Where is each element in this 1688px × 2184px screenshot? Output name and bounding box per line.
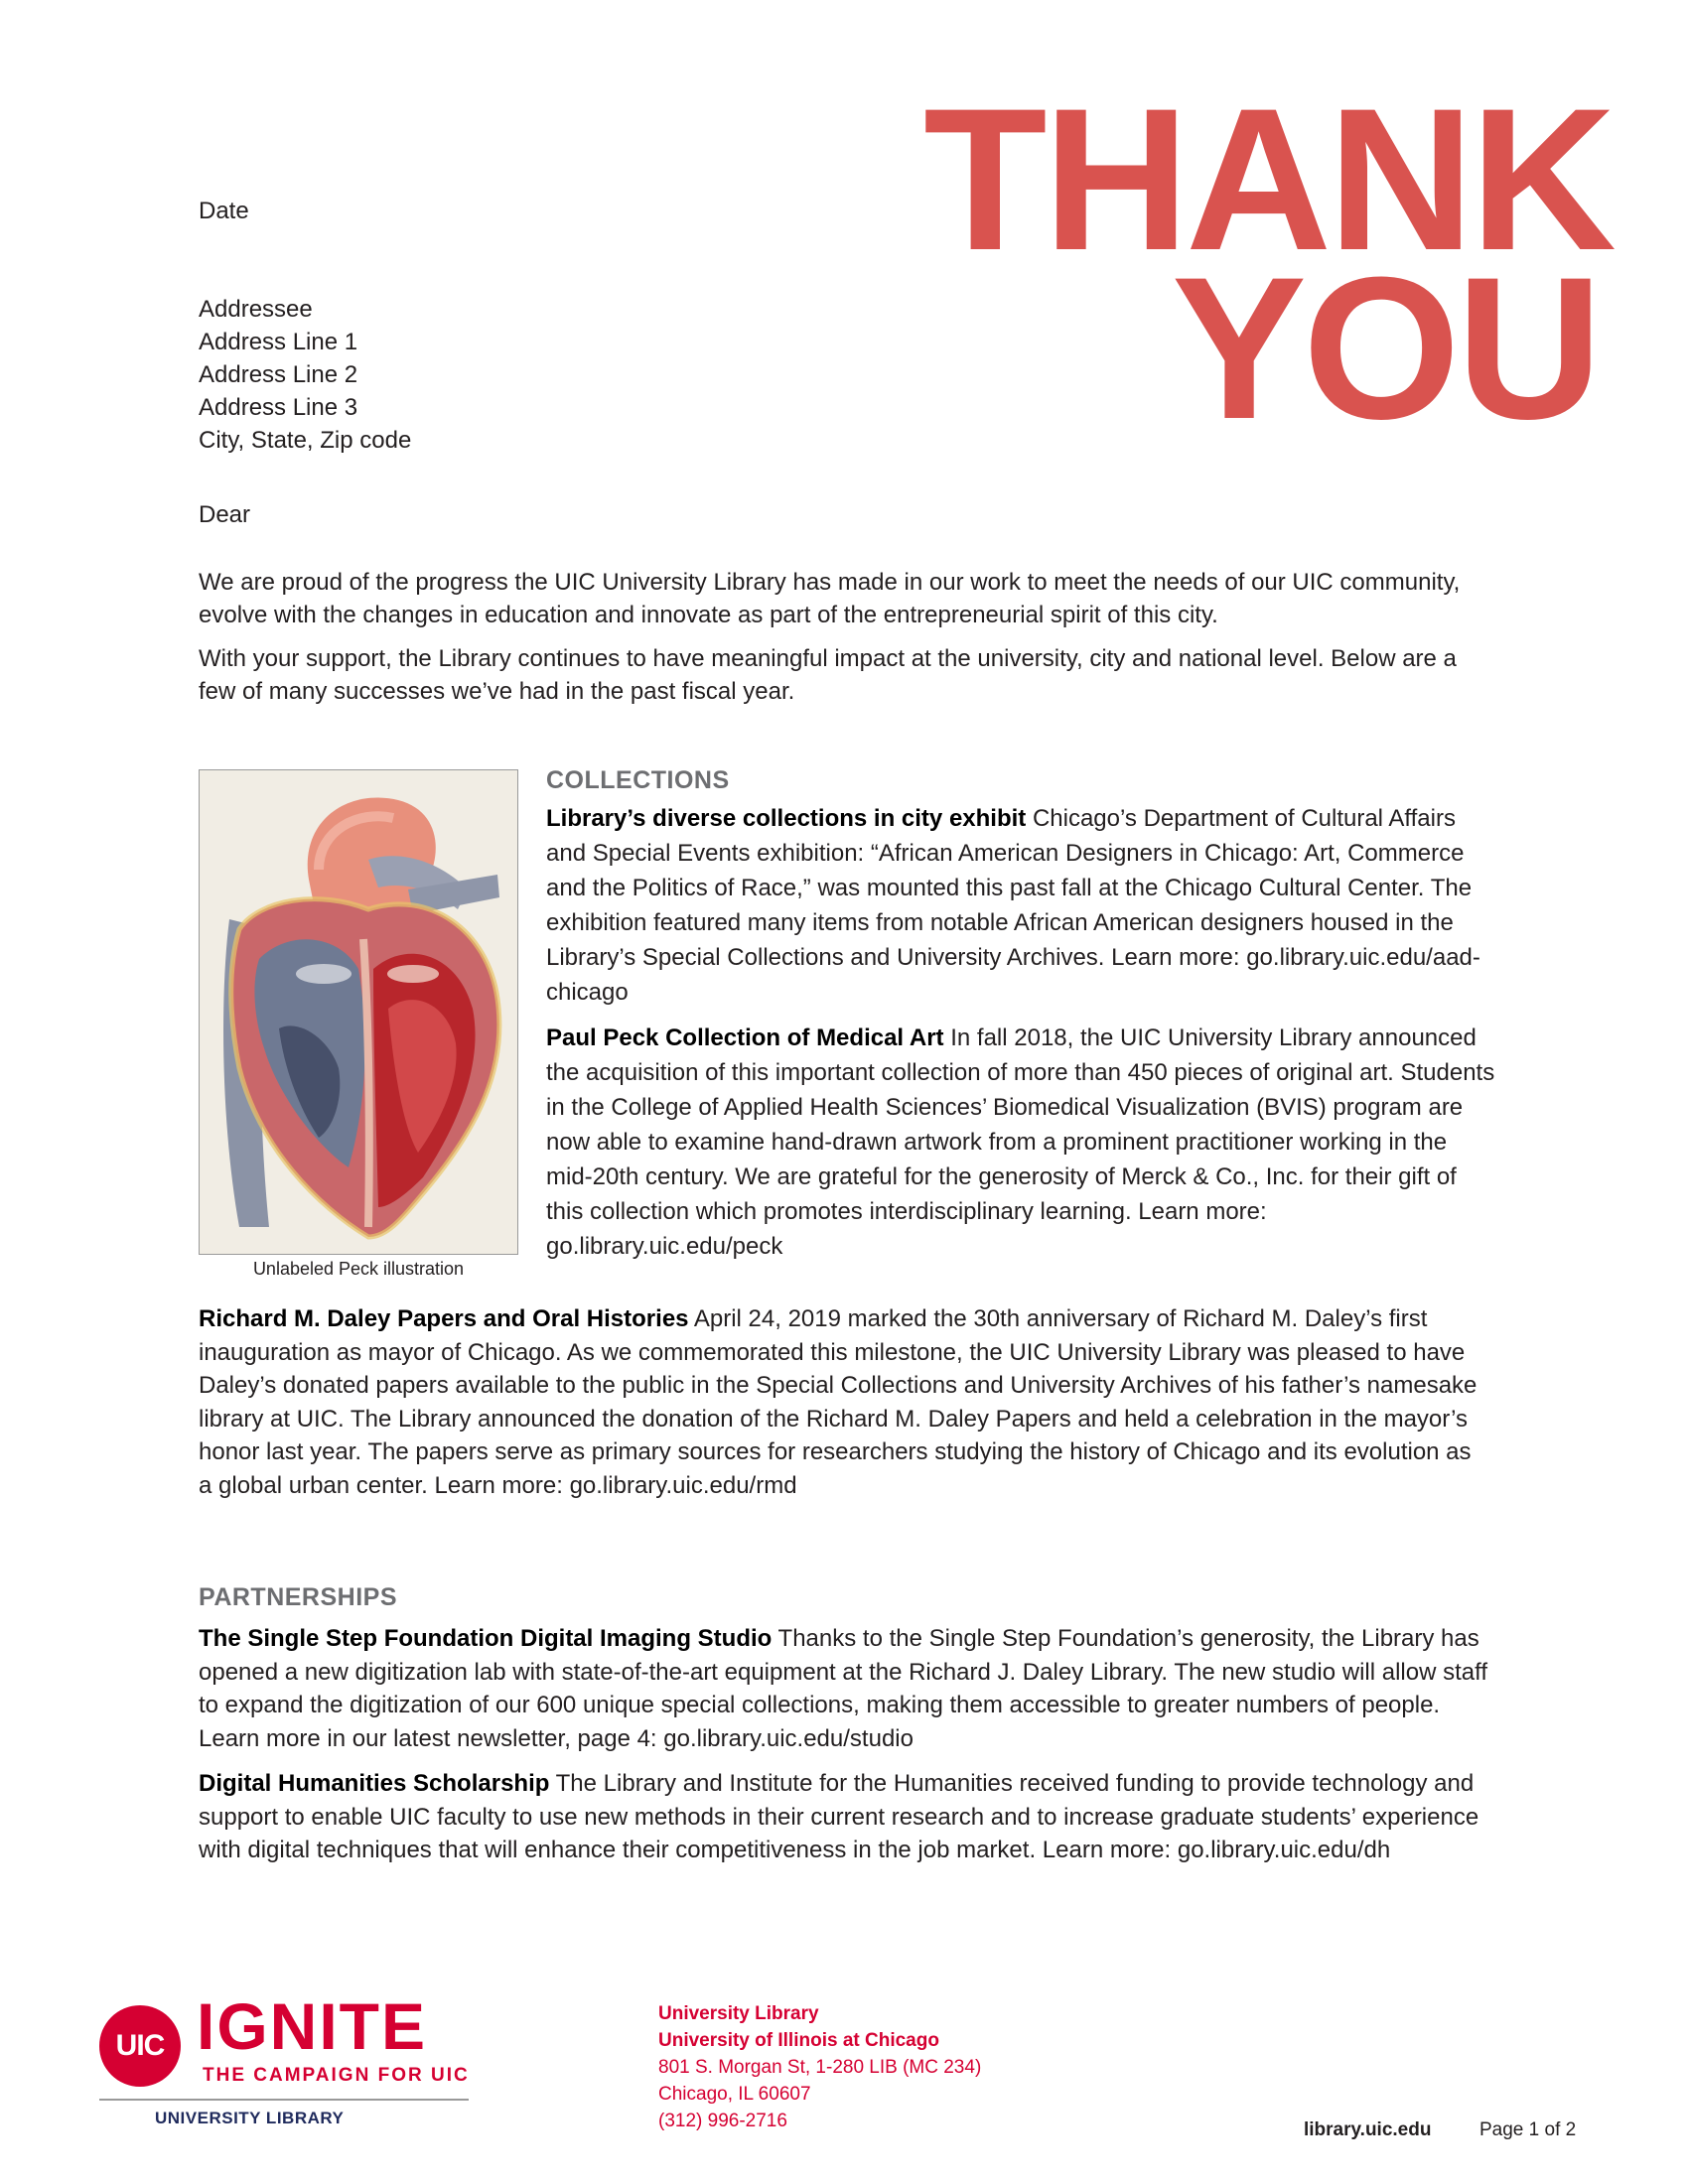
uic-circle-logo: UIC [99,2005,181,2087]
thank-word: THANK [923,67,1613,293]
item-body: April 24, 2019 marked the 30th anniversary of Richard M. Daley’s first inauguration as mayor of Chicago. As we commemorated this milestone, the UIC University Library was pleased to have Daley’s donated papers available to the public in the Special Collections and University Archives of his father’s namesake library at UIC. The Library announced the donation of the Richard M. Daley Papers and held a celebration in the mayor’s honor last year. The papers serve as primary sources for researchers studying the history of Chicago and its evolution as a global urban center. Learn more: go.library.uic.edu/rmd [199,1305,1477,1499]
collection-item [546,1021,1499,1264]
intro-paragraph: We are proud of the progress the UIC University Library has made in our work to meet the needs of our UIC community, evolve with the changes in education and innovate as part of the entrepreneurial spirit of this city. [199,569,1461,628]
section-heading: PARTNERSHIPS [199,1583,398,1611]
org-line: University Library [658,2003,819,2024]
ignite-logo [99,1989,470,2127]
item-title: Richard M. Daley Papers and Oral Histories [199,1305,689,1332]
image-caption: Unlabeled Peck illustration [252,1259,465,1279]
salutation: Dear [199,501,251,528]
item-body: In fall 2018, the UIC University Library announced the acquisition of this important collection of more than 450 pieces of original art. Students in the College of Applied Health Sciences’ Biomedical Visualization (BVIS) program are now able to examine hand-drawn artwork from a prominent practitioner working in the mid-20th century. We are grateful for the generosity of Merck & Co., Inc. for their gift of this collection which promotes interdisciplinary learning. Learn more: go.library.uic.edu/peck [546,1024,1495,1260]
partnerships-section [199,1583,1489,1879]
heart-image [200,770,517,1254]
collection-item [199,1302,1489,1502]
item-title: The Single Step Foundation Digital Imaging Studio [199,1625,773,1652]
unit-label: UNIVERSITY LIBRARY [155,2109,345,2127]
address-block [199,293,411,457]
campaign-tagline: THE CAMPAIGN FOR UIC [203,2065,470,2086]
logo-divider [99,2099,469,2101]
collection-item-daley [199,1302,1489,1502]
partnership-item [199,1622,1489,1755]
phone-line: (312) 996-2716 [658,2111,787,2131]
item-title: Library’s diverse collections in city exhibit [546,805,1027,832]
address-line: Address Line 3 [199,394,358,421]
item-body: Thanks to the Single Step Foundation’s generosity, the Library has opened a new digitization lab with state-of-the-art equipment at the Richard J. Daley Library. The new studio will allow staff to expand the digitization of our 600 unique special collections, making them accessible to greater numbers of people. Learn more in our latest newsletter, page 4: go.library.uic.edu/studio [199,1625,1488,1752]
thank-you-heading [923,67,1613,462]
org-line: University of Illinois at Chicago [658,2030,939,2051]
address-line: Address Line 2 [199,361,358,388]
heart-illustration [199,769,518,1255]
street-line: 801 S. Morgan St, 1-280 LIB (MC 234) [658,2057,982,2078]
item-title: Digital Humanities Scholarship [199,1770,550,1797]
page-number: Page 1 of 2 [1479,2119,1577,2140]
footer-address [658,2000,981,2134]
collections-section [546,766,1499,1275]
date-line: Date [199,198,249,224]
intro [199,566,1489,719]
intro-paragraph: With your support, the Library continues to have meaningful impact at the university, city and national level. Below are a few of many successes we’ve had in the past fiscal year. [199,645,1457,705]
item-body: Chicago’s Department of Cultural Affairs and Special Events exhibition: “African American Designers in Chicago: Art, Commerce and the Politics of Race,” was mounted this past fall at the Chicago Cultural Center. The exhibition featured many items from notable African American designers housed in the Library’s Special Collections and University Archives. Learn more: go.library.uic.edu/aad-chicago [546,805,1480,1006]
address-line: City, State, Zip code [199,427,412,454]
section-heading: COLLECTIONS [546,766,730,794]
city-line: Chicago, IL 60607 [658,2084,811,2105]
address-line: Address Line 1 [199,329,358,355]
ignite-wordmark: IGNITE [197,1989,428,2063]
partnership-item [199,1767,1489,1867]
collection-item [546,801,1499,1010]
website-link[interactable]: library.uic.edu [1304,2119,1432,2140]
item-title: Paul Peck Collection of Medical Art [546,1024,944,1051]
address-line: Addressee [199,296,313,323]
item-body: The Library and Institute for the Humanities received funding to provide technology and support to enable UIC faculty to use new methods in their current research and to increase graduate students’ experience with digital techniques that will enhance their competitiveness in the job market. Learn more: go.library.uic.edu/dh [199,1770,1479,1863]
you-word: YOU [1171,235,1599,462]
